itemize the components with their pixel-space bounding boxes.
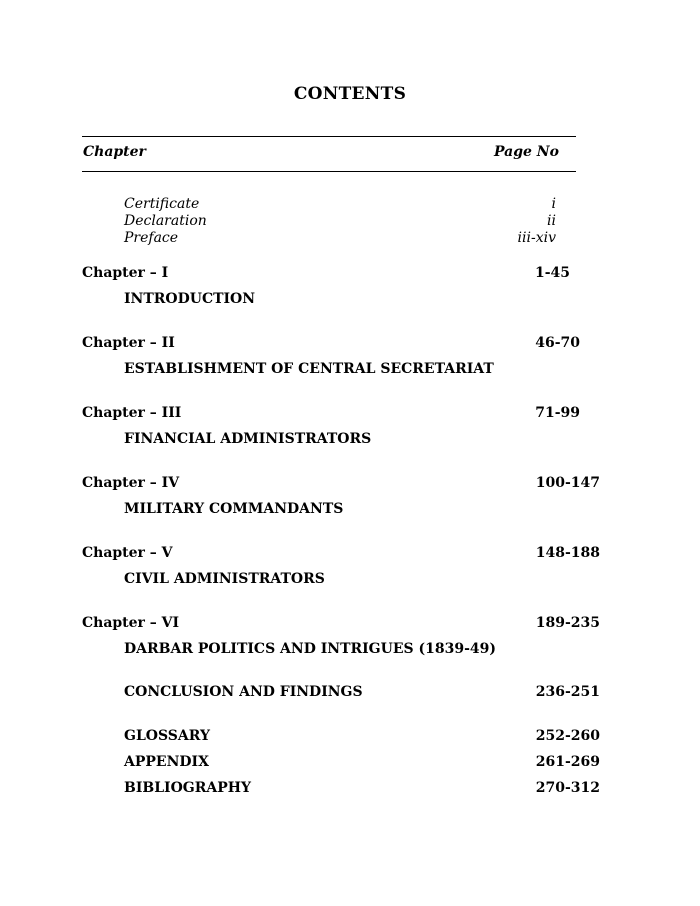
chapter-6-pages: 189-235	[535, 615, 600, 631]
back-matter-conclusion-pages: 236-251	[535, 684, 600, 700]
chapter-2-label: Chapter – II	[82, 335, 175, 351]
back-matter-bibliography: BIBLIOGRAPHY	[124, 780, 252, 796]
back-matter-glossary-pages: 252-260	[535, 728, 600, 744]
header-bottom-rule	[82, 171, 576, 172]
chapter-4-pages: 100-147	[535, 475, 600, 491]
back-matter-glossary: GLOSSARY	[124, 728, 210, 744]
page-column-header: Page No	[494, 144, 559, 160]
chapter-6-title: DARBAR POLITICS AND INTRIGUES (1839-49)	[124, 641, 496, 657]
chapter-1-title: INTRODUCTION	[124, 291, 256, 307]
back-matter-conclusion: CONCLUSION AND FINDINGS	[124, 684, 363, 700]
chapter-5-title: CIVIL ADMINISTRATORS	[124, 571, 325, 587]
chapter-3-title: FINANCIAL ADMINISTRATORS	[124, 431, 372, 447]
front-matter-declaration-page: ii	[547, 213, 556, 229]
page-title: CONTENTS	[293, 84, 407, 104]
chapter-5-label: Chapter – V	[82, 545, 173, 561]
chapter-2-pages: 46-70	[535, 335, 580, 351]
chapter-column-header: Chapter	[83, 144, 146, 160]
back-matter-appendix: APPENDIX	[124, 754, 209, 770]
back-matter-bibliography-pages: 270-312	[535, 780, 600, 796]
chapter-4-title: MILITARY COMMANDANTS	[124, 501, 344, 517]
front-matter-certificate-page: i	[551, 196, 556, 212]
header-top-rule	[82, 136, 576, 137]
front-matter-preface: Preface	[124, 230, 179, 246]
chapter-1-pages: 1-45	[534, 265, 570, 281]
chapter-3-label: Chapter – III	[82, 405, 182, 421]
front-matter-preface-page: iii-xiv	[517, 230, 556, 246]
front-matter-declaration: Declaration	[124, 213, 207, 229]
chapter-6-label: Chapter – VI	[82, 615, 180, 631]
chapter-5-pages: 148-188	[535, 545, 600, 561]
back-matter-appendix-pages: 261-269	[535, 754, 600, 770]
chapter-1-label: Chapter – I	[82, 265, 169, 281]
chapter-2-title: ESTABLISHMENT OF CENTRAL SECRETARIAT	[124, 361, 494, 377]
chapter-3-pages: 71-99	[535, 405, 580, 421]
chapter-4-label: Chapter – IV	[82, 475, 180, 491]
front-matter-certificate: Certificate	[124, 196, 200, 212]
